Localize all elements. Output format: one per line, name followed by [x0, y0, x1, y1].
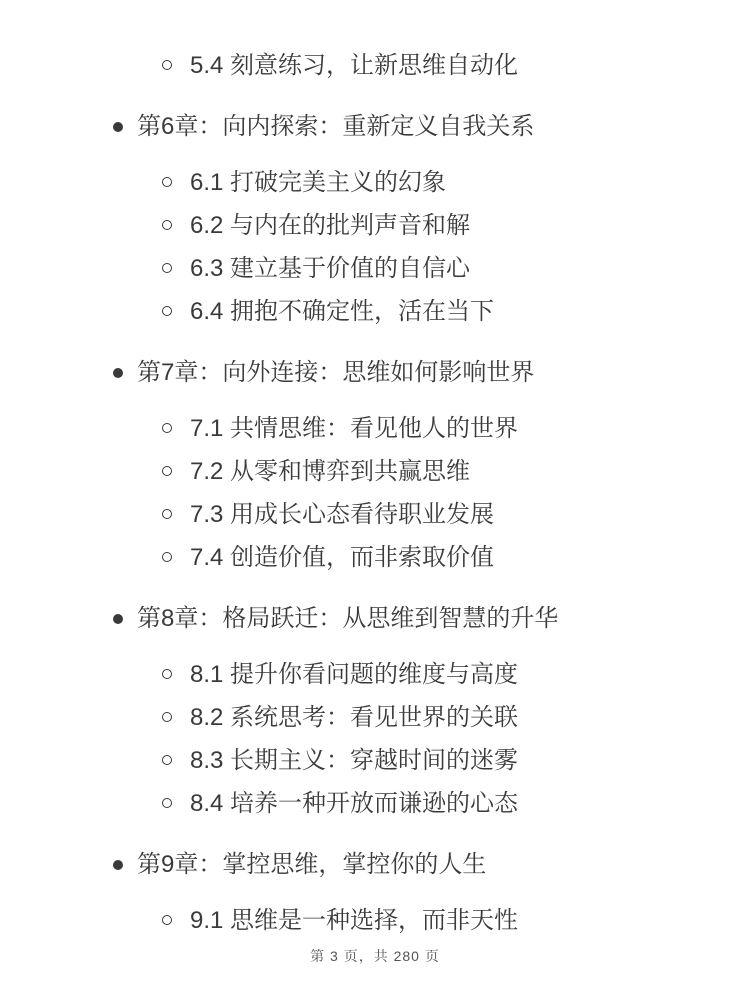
toc-sub-item-label: 5.4 刻意练习，让新思维自动化: [190, 52, 519, 79]
toc-sub-item: [0, 696, 710, 739]
circle-bullet-icon: [162, 552, 172, 562]
toc-sub-item-label: 8.4 培养一种开放而谦逊的心态: [190, 790, 519, 817]
disc-bullet-icon: [113, 122, 123, 132]
circle-bullet-icon: [162, 509, 172, 519]
toc-chapter-item: [0, 597, 750, 825]
circle-bullet-icon: [162, 712, 172, 722]
toc-chapter-label: 第7章：向外连接：思维如何影响世界: [137, 359, 535, 386]
toc-sub-item-label: 8.2 系统思考：看见世界的关联: [190, 704, 519, 731]
circle-bullet-icon: [162, 263, 172, 273]
circle-bullet-icon: [162, 220, 172, 230]
page-number-footer: 第 3 页，共 280 页: [310, 948, 440, 964]
circle-bullet-icon: [162, 798, 172, 808]
toc-sub-item: [0, 536, 710, 579]
toc-chapter-label: 第6章：向内探索：重新定义自我关系: [137, 113, 535, 140]
toc-sub-item-label: 7.3 用成长心态看待职业发展: [190, 501, 495, 528]
toc-sub-item-label: 8.1 提升你看问题的维度与高度: [190, 661, 519, 688]
toc-sub-item: [0, 450, 710, 493]
toc-sub-item-label: 9.1 思维是一种选择，而非天性: [190, 907, 519, 934]
circle-bullet-icon: [162, 423, 172, 433]
toc-sub-item: [0, 739, 710, 782]
toc-chapter-label: 第8章：格局跃迁：从思维到智慧的升华: [137, 605, 559, 632]
circle-bullet-icon: [162, 177, 172, 187]
toc-sub-item: [0, 161, 710, 204]
toc-sub-item: [0, 204, 710, 247]
circle-bullet-icon: [162, 466, 172, 476]
toc-sub-item: [0, 290, 710, 333]
toc-sub-item-label: 8.3 长期主义：穿越时间的迷雾: [190, 747, 519, 774]
circle-bullet-icon: [162, 669, 172, 679]
toc-chapter-item: [0, 105, 750, 333]
toc-chapter-label: 第9章：掌控思维，掌控你的人生: [137, 851, 487, 878]
toc-sub-item-label: 6.3 建立基于价值的自信心: [190, 255, 471, 282]
toc-sub-item: [0, 899, 710, 942]
toc-sub-item: [0, 247, 710, 290]
toc-sub-item-label: 7.4 创造价值，而非索取价值: [190, 544, 495, 571]
toc-sub-item: [0, 782, 710, 825]
chapter5-sub-list-continuation: [0, 44, 750, 87]
toc-sub-item: [0, 407, 710, 450]
circle-bullet-icon: [162, 755, 172, 765]
chapter9-sub-list: [137, 899, 710, 942]
chapter7-sub-list: [137, 407, 710, 579]
toc-sub-item-label: 6.2 与内在的批判声音和解: [190, 212, 471, 239]
disc-bullet-icon: [113, 614, 123, 624]
toc-chapter-item: [0, 843, 750, 942]
toc-sub-item-label: 7.1 共情思维：看见他人的世界: [190, 415, 519, 442]
toc-sub-item: [0, 653, 710, 696]
circle-bullet-icon: [162, 60, 172, 70]
chapter6-sub-list: [137, 161, 710, 333]
disc-bullet-icon: [113, 860, 123, 870]
toc-sub-item-label: 7.2 从零和博弈到共赢思维: [190, 458, 471, 485]
circle-bullet-icon: [162, 915, 172, 925]
chapter-list: [0, 105, 750, 942]
toc-sub-item-label: 6.1 打破完美主义的幻象: [190, 169, 447, 196]
disc-bullet-icon: [113, 368, 123, 378]
toc-sub-item: [0, 44, 750, 87]
toc-sub-item: [0, 493, 710, 536]
toc-chapter-item: [0, 351, 750, 579]
circle-bullet-icon: [162, 306, 172, 316]
chapter8-sub-list: [137, 653, 710, 825]
toc-sub-item-label: 6.4 拥抱不确定性，活在当下: [190, 298, 495, 325]
